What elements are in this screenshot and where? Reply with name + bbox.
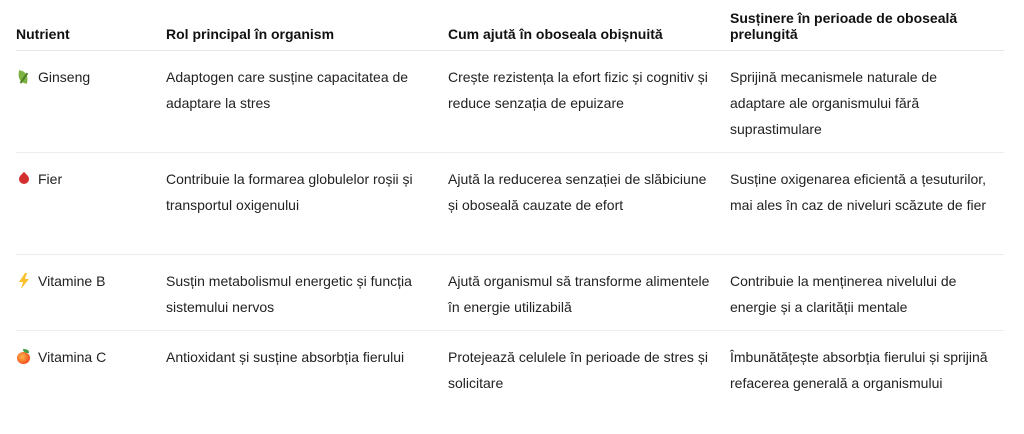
nutrient-name: Vitamina C <box>38 348 107 365</box>
header-prelungita: Susținere în perioade de oboseală prelungită <box>730 0 1004 50</box>
nutrient-name: Ginseng <box>38 68 91 85</box>
nutrient-cell <box>16 50 166 152</box>
lightning-icon <box>16 273 32 289</box>
leaf-icon <box>16 69 32 85</box>
rol-cell: Adaptogen care susține capacitatea de adaptare la stres <box>166 50 448 152</box>
header-row <box>16 0 1004 50</box>
rol-cell: Contribuie la formarea globulelor roșii și transportul oxigenului <box>166 152 448 254</box>
nutrient-cell <box>16 254 166 330</box>
nutrient-cell <box>16 330 166 432</box>
header-rol: Rol principal în organism <box>166 0 448 50</box>
blood-drop-icon <box>16 171 32 187</box>
table-row <box>16 50 1004 152</box>
rol-cell: Antioxidant și susține absorbția fierului <box>166 348 405 365</box>
prelungita-cell: Susține oxigenarea eficientă a țesuturilor, mai ales în caz de niveluri scăzute de fier <box>730 152 1004 254</box>
nutrient-cell <box>16 152 166 254</box>
obisnuita-cell: Crește rezistența la efort fizic și cognitiv și reduce senzația de epuizare <box>448 50 730 152</box>
header-obisnuita: Cum ajută în oboseala obișnuită <box>448 0 730 50</box>
table-row <box>16 152 1004 254</box>
header-nutrient: Nutrient <box>16 0 166 50</box>
citrus-fruit-icon <box>16 349 32 365</box>
rol-cell: Susțin metabolismul energetic și funcția sistemului nervos <box>166 254 448 330</box>
prelungita-cell: Îmbunătățește absorbția fierului și sprijină refacerea generală a organismului <box>730 348 988 391</box>
table-body <box>16 50 1004 432</box>
table-header <box>16 0 1004 50</box>
prelungita-cell: Contribuie la menținerea nivelului de energie și a clarității mentale <box>730 254 1004 330</box>
table-row <box>16 254 1004 330</box>
table-row <box>16 330 1004 432</box>
obisnuita-cell: Ajută la reducerea senzației de slăbiciune și oboseală cauzate de efort <box>448 152 730 254</box>
nutrient-table <box>16 0 1004 432</box>
nutrient-name: Fier <box>38 170 63 187</box>
nutrient-name: Vitamine B <box>38 272 106 289</box>
obisnuita-cell: Ajută organismul să transforme alimentele în energie utilizabilă <box>448 254 730 330</box>
obisnuita-cell: Protejează celulele în perioade de stres și solicitare <box>448 348 708 391</box>
prelungita-cell: Sprijină mecanismele naturale de adaptare ale organismului fără suprastimulare <box>730 50 1004 152</box>
